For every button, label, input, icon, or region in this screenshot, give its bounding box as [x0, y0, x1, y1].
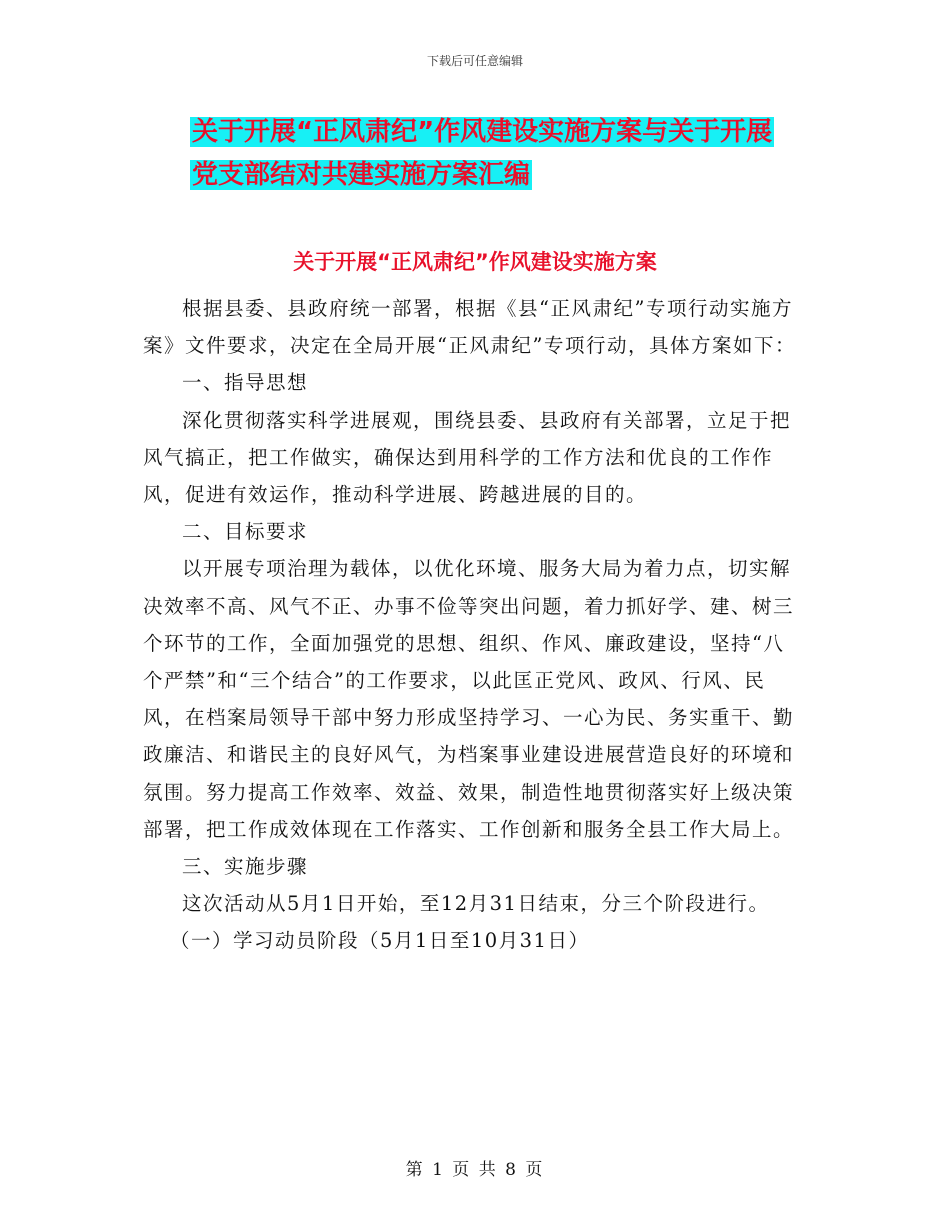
- paragraph-intro: 根据县委、县政府统一部署，根据《县“正风肃纪”专项行动实施方案》文件要求，决定在全局开展“正风肃纪”专项行动，具体方案如下：: [143, 297, 796, 358]
- document-body: [143, 290, 803, 960]
- main-title-line-2: [190, 153, 810, 197]
- paragraph-goals: 以开展专项治理为载体，以优化环境、服务大局为着力点，切实解决效率不高、风气不正、办事不俭等突出问题，着力抓好学、建、树三个环节的工作，全面加强党的思想、组织、作风、廉政建设，坚持“八个严禁”和“三个结合”的工作要求，以此匡正党风、政风、行风、民风，在档案局领导干部中努力形成坚持学习、一心为民、务实重干、勤政廉洁、和谐民主的良好风气，为档案事业建设进展营造良好的环境和氛围。努力提高工作效率、效益、效果，制造性地贯彻落实好上级决策部署，把工作成效体现在工作落实、工作创新和服务全县工作大局上。: [143, 557, 795, 841]
- heading-phase-one: （一）学习动员阶段（5月1日至10月31日）: [170, 929, 590, 953]
- heading-guiding-thought: 一、指导思想: [182, 371, 309, 395]
- main-title-line-2-text: 党支部结对共建实施方案汇编: [192, 160, 531, 190]
- page-number-footer: 第 1 页 共 8 页: [405, 1160, 545, 1180]
- section-title: 关于开展“正风肃纪”作风建设实施方案: [293, 250, 657, 274]
- header-note: 下载后可任意编辑: [426, 54, 523, 68]
- paragraph-implementation-steps: 这次活动从5月1日开始，至12月31日结束，分三个阶段进行。: [182, 892, 770, 916]
- heading-implementation-steps: 三、实施步骤: [182, 855, 309, 879]
- heading-goals: 二、目标要求: [182, 520, 309, 544]
- main-title-line-1: [190, 110, 810, 154]
- main-title-line-1-text: 关于开展“正风肃纪”作风建设实施方案与关于开展: [192, 117, 773, 147]
- paragraph-guiding-thought: 深化贯彻落实科学进展观，围绕县委、县政府有关部署，立足于把风气搞正，把工作做实，确保达到用科学的工作方法和优良的工作作风，促进有效运作，推动科学进展、跨越进展的目的。: [143, 408, 792, 507]
